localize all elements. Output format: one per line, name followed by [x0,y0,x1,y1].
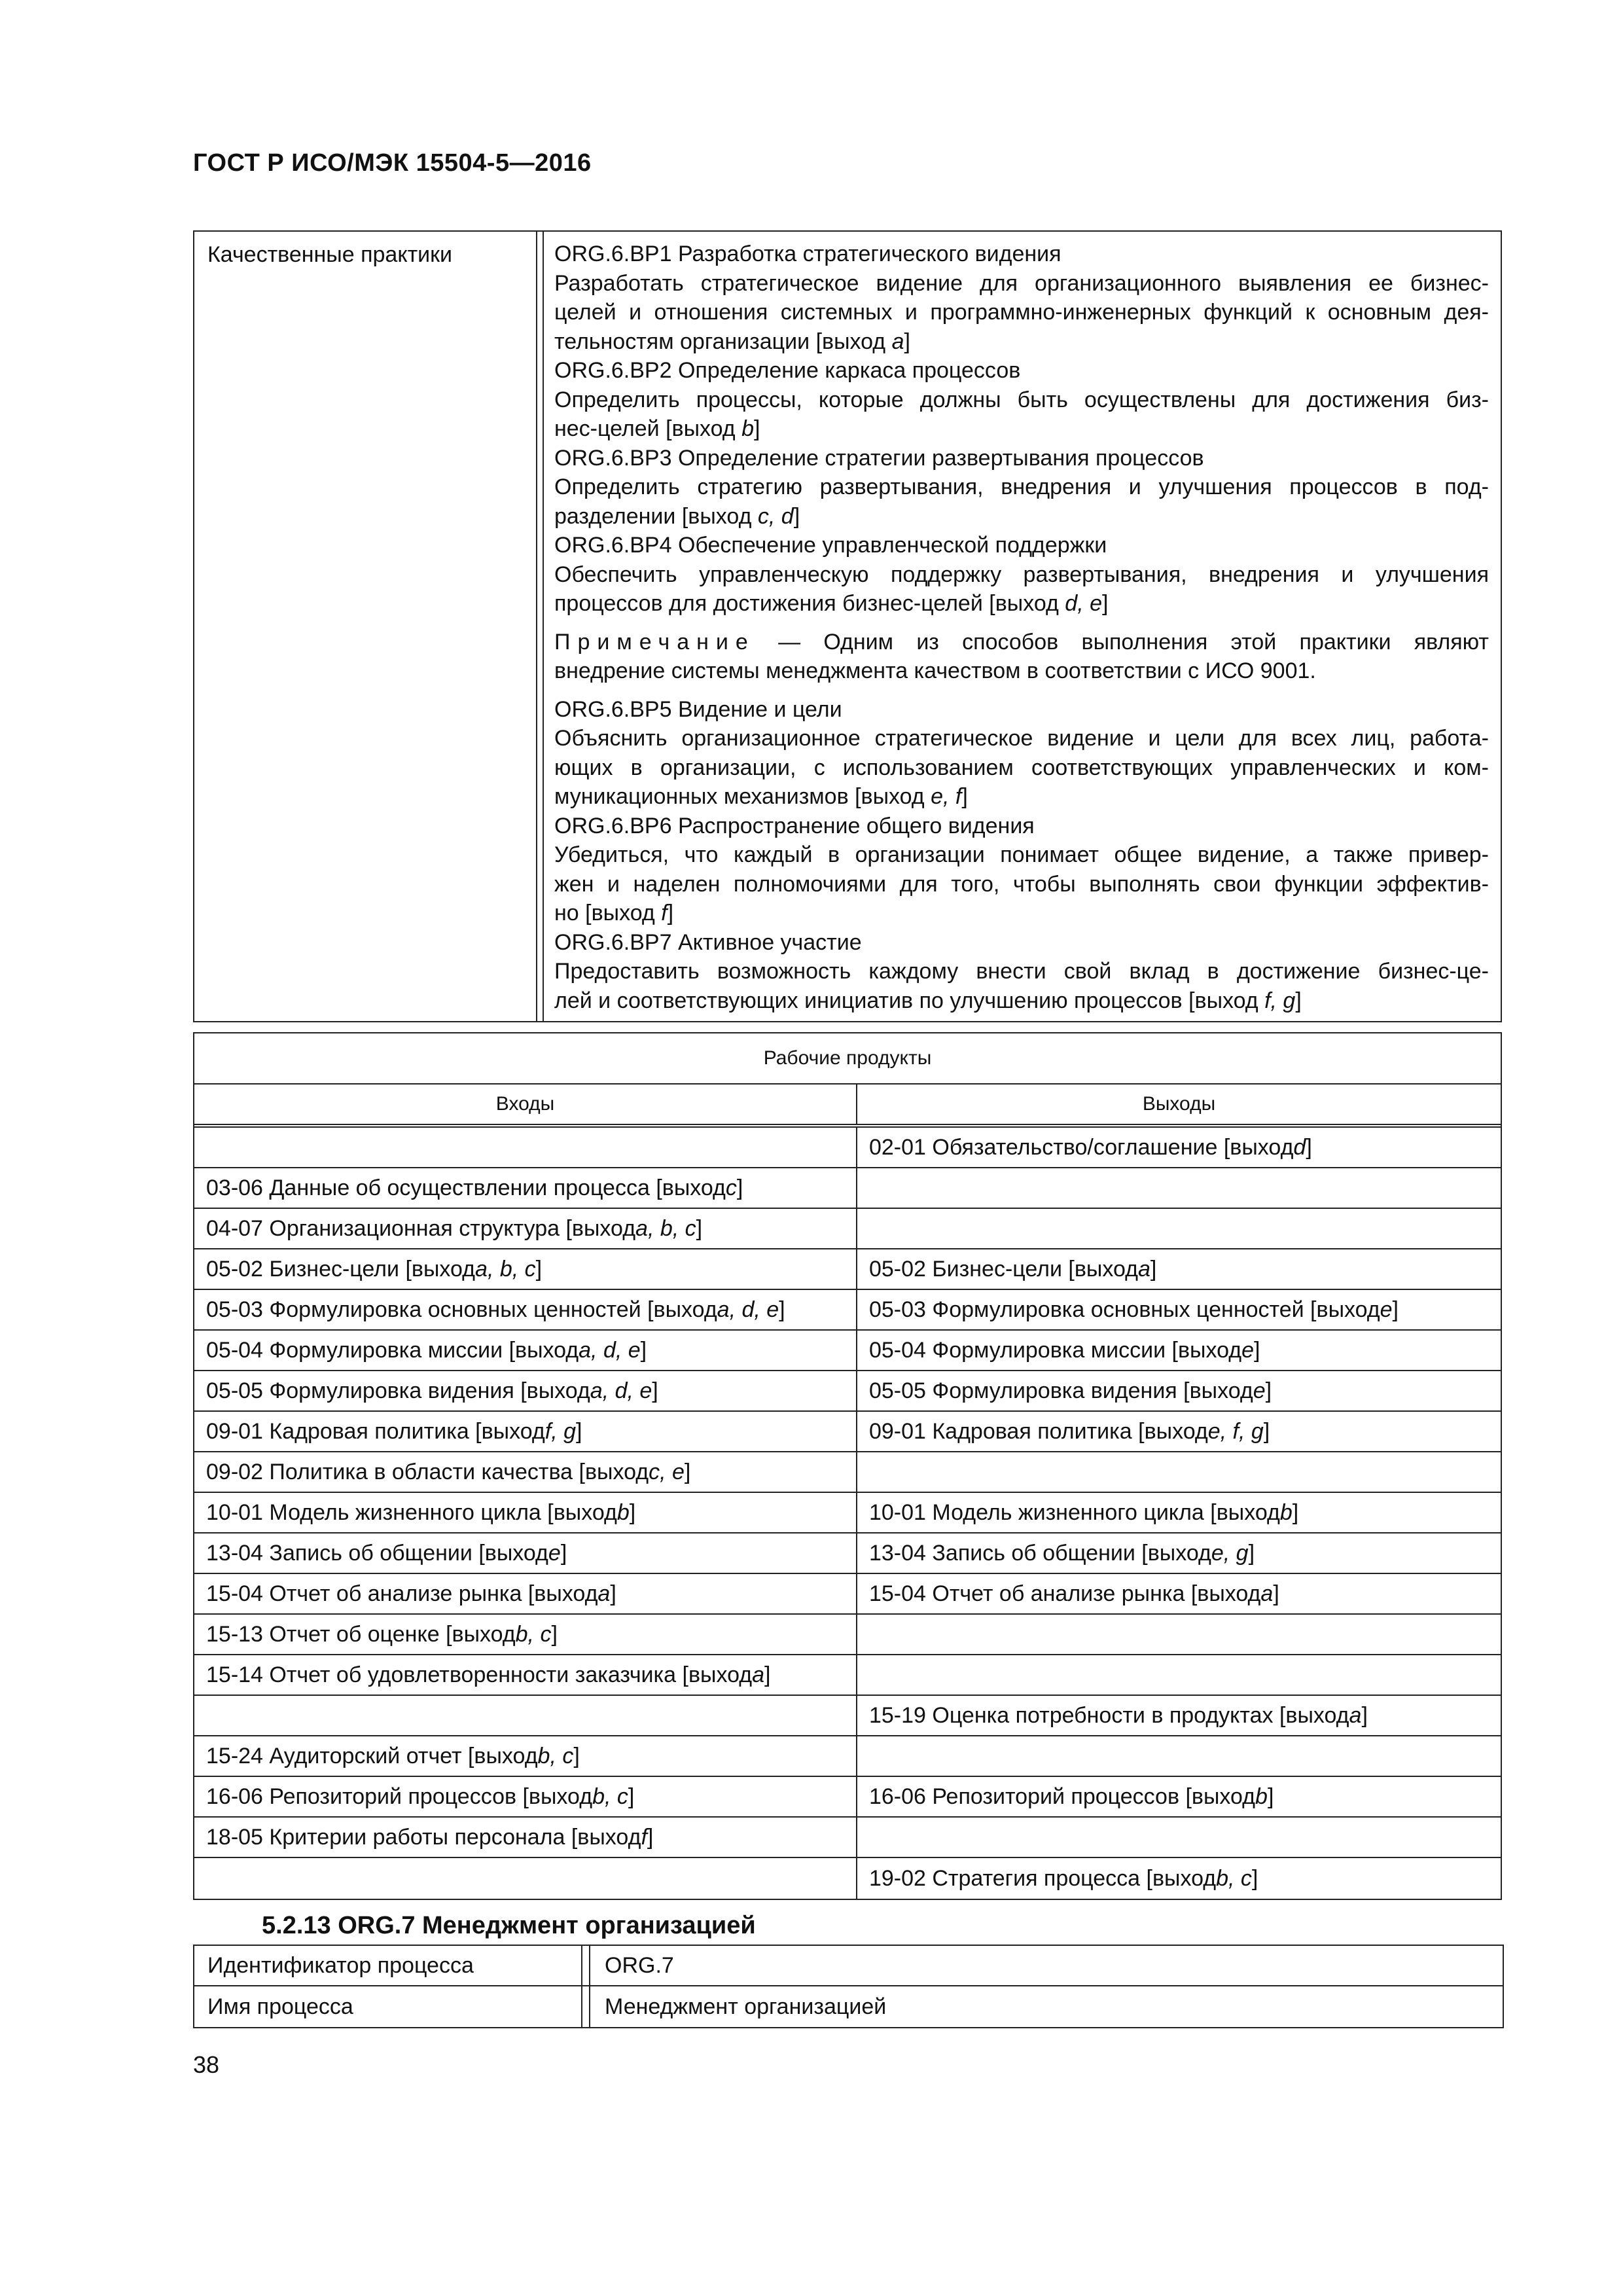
practice-line: Предоставить возможность каждому внести свой вклад в достижение бизнес-це- [554,959,1489,984]
work-products-table [193,1032,1502,1900]
input-cell [194,1858,857,1899]
practice-line: муникационных механизмов [выход e, f] [554,784,968,809]
table-row [194,1412,1501,1452]
table-row [194,1168,1501,1209]
input-cell: 10-01 Модель жизненного цикла [выход b ] [194,1493,857,1532]
process-info-table [193,1945,1504,2028]
practice-line: ORG.6.BP2 Определение каркаса процессов [554,358,1021,383]
table-row [194,1534,1501,1574]
work-products-title: Рабочие продукты [194,1033,1501,1085]
info-row-name [194,1986,1503,2027]
inputs-header: Входы [194,1085,857,1124]
work-products-rows [194,1128,1501,1899]
table-row [194,1249,1501,1290]
output-cell [857,1615,1501,1654]
output-cell: 10-01 Модель жизненного цикла [выход b ] [868,1499,1299,1525]
table-row [194,1858,1501,1899]
output-cell: 02-01 Обязательство/соглашение [выход d ] [868,1134,1312,1160]
document-header: ГОСТ Р ИСО/МЭК 15504-5—2016 [193,149,592,177]
output-cell [857,1736,1501,1776]
note-line-2: внедрение системы менеджмента качеством в соответствии с ИСО 9001. [554,658,1316,683]
input-cell: 16-06 Репозиторий процессов [выход b, c ] [194,1777,857,1816]
practice-line: но [выход f] [554,901,674,925]
input-cell: 15-13 Отчет об оценке [выход b, c ] [194,1615,857,1654]
output-cell: 05-03 Формулировка основных ценностей [выход e ] [868,1297,1399,1322]
note-line-1 [554,628,1489,657]
output-cell: 19-02 Стратегия процесса [выход b, c ] [868,1865,1258,1891]
output-cell [857,1655,1501,1695]
table-row [194,1615,1501,1655]
output-cell: 15-19 Оценка потребности в продуктах [выход a ] [868,1702,1368,1728]
note-rest: — Одним из способов выполнения этой практики являют [755,629,1489,655]
output-cell [857,1818,1501,1857]
table-row [194,1696,1501,1736]
input-cell: 13-04 Запись об общении [выход e ] [194,1534,857,1573]
practice-line: ORG.6.BP5 Видение и цели [554,696,842,722]
input-cell: 05-05 Формулировка видения [выход a, d, e ] [194,1371,857,1410]
work-products-columns [194,1085,1501,1128]
practices-content [554,240,1489,1015]
input-cell [194,1696,857,1735]
input-cell: 05-02 Бизнес-цели [выход a, b, c ] [194,1249,857,1289]
practice-line: Обеспечить управленческую поддержку развертывания, внедрения и улучшения [554,562,1489,587]
page-number: 38 [193,2051,220,2078]
output-cell: 05-04 Формулировка миссии [выход e ] [868,1337,1260,1363]
output-cell: 13-04 Запись об общении [выход e, g ] [868,1540,1255,1566]
input-cell: 15-24 Аудиторский отчет [выход b, c ] [194,1736,857,1776]
input-cell: 05-04 Формулировка миссии [выход a, d, e ] [194,1331,857,1370]
table-row [194,1818,1501,1858]
practice-line: ORG.6.BP1 Разработка стратегического видения [554,242,1061,266]
input-cell: 09-01 Кадровая политика [выход f, g ] [194,1412,857,1451]
table-row [194,1736,1501,1777]
practice-note [554,628,1489,686]
outputs-header: Выходы [1142,1093,1216,1115]
column-divider [543,232,544,1021]
info-value: ORG.7 [605,1952,674,1978]
practice-line: тельностям организации [выход a] [554,329,910,354]
table-row [194,1452,1501,1493]
practice-line: нес-целей [выход b] [554,416,760,441]
output-cell [857,1452,1501,1492]
table-row [194,1777,1501,1818]
info-label: Имя процесса [194,1986,590,2027]
table-row [194,1290,1501,1331]
practices-label: Качественные практики [207,242,453,267]
practice-line: ORG.6.BP7 Активное участие [554,929,862,955]
input-cell: 18-05 Критерии работы персонала [выход f ] [194,1818,857,1857]
table-row [194,1331,1501,1371]
table-row [194,1209,1501,1249]
note-word: Примечание [554,629,755,655]
section-heading: 5.2.13 ORG.7 Менеджмент организацией [262,1912,756,1939]
practice-line: лей и соответствующих инициатив по улучшению процессов [выход f, g] [554,988,1302,1013]
input-cell: 15-14 Отчет об удовлетворенности заказчика [выход a ] [194,1655,857,1695]
practices-lines-a [554,240,1489,619]
output-cell: 09-01 Кадровая политика [выход e, f, g ] [868,1418,1270,1444]
table-row [194,1655,1501,1696]
practice-line: ющих в организации, с использованием соответствующих управленческих и ком- [554,755,1489,780]
practice-line: Разработать стратегическое видение для организационного выявления ее бизнес- [554,270,1489,296]
practice-line: ORG.6.BP4 Обеспечение управленческой поддержки [554,533,1107,558]
info-row-id [194,1946,1503,1986]
column-divider [536,232,537,1021]
table-row [194,1371,1501,1412]
practice-line: разделении [выход c, d] [554,503,800,529]
practice-line: ORG.6.BP3 Определение стратегии развертывания процессов [554,445,1204,471]
practice-line: процессов для достижения бизнес-целей [выход d, e] [554,591,1109,616]
practice-line: Определить процессы, которые должны быть осуществлены для достижения биз- [554,387,1489,412]
output-cell: 15-04 Отчет об анализе рынка [выход a ] [868,1581,1279,1606]
input-cell [194,1128,857,1167]
practices-lines-b [554,695,1489,1016]
input-cell: 15-04 Отчет об анализе рынка [выход a ] [194,1574,857,1613]
input-cell: 05-03 Формулировка основных ценностей [выход a, d, e ] [194,1290,857,1329]
info-value: Менеджмент организацией [605,1994,887,2019]
practices-table [193,230,1502,1022]
table-row [194,1493,1501,1534]
practice-line: Определить стратегию развертывания, внедрения и улучшения процессов в под- [554,475,1489,499]
input-cell: 03-06 Данные об осуществлении процесса [выход c ] [194,1168,857,1208]
practice-line: целей и отношения системных и программно-инженерных функций к основным дея- [554,300,1489,325]
practice-line: Объяснить организационное стратегическое видение и цели для всех лиц, работа- [554,726,1489,751]
practice-line: Убедиться, что каждый в организации понимает общее видение, а также привер- [554,842,1489,867]
output-cell [857,1168,1501,1208]
practice-line: ORG.6.BP6 Распространение общего видения [554,813,1035,838]
info-label: Идентификатор процесса [194,1946,590,1985]
output-cell: 16-06 Репозиторий процессов [выход b ] [868,1784,1274,1809]
input-cell: 04-07 Организационная структура [выход a, b, c ] [194,1209,857,1248]
input-cell: 09-02 Политика в области качества [выход c, e ] [194,1452,857,1492]
output-cell: 05-02 Бизнес-цели [выход a ] [868,1256,1157,1282]
practice-line: жен и наделен полномочиями для того, чтобы выполнять свои функции эффектив- [554,871,1489,897]
output-cell [857,1209,1501,1248]
output-cell: 05-05 Формулировка видения [выход e ] [868,1378,1272,1403]
table-row [194,1574,1501,1615]
table-row [194,1128,1501,1168]
